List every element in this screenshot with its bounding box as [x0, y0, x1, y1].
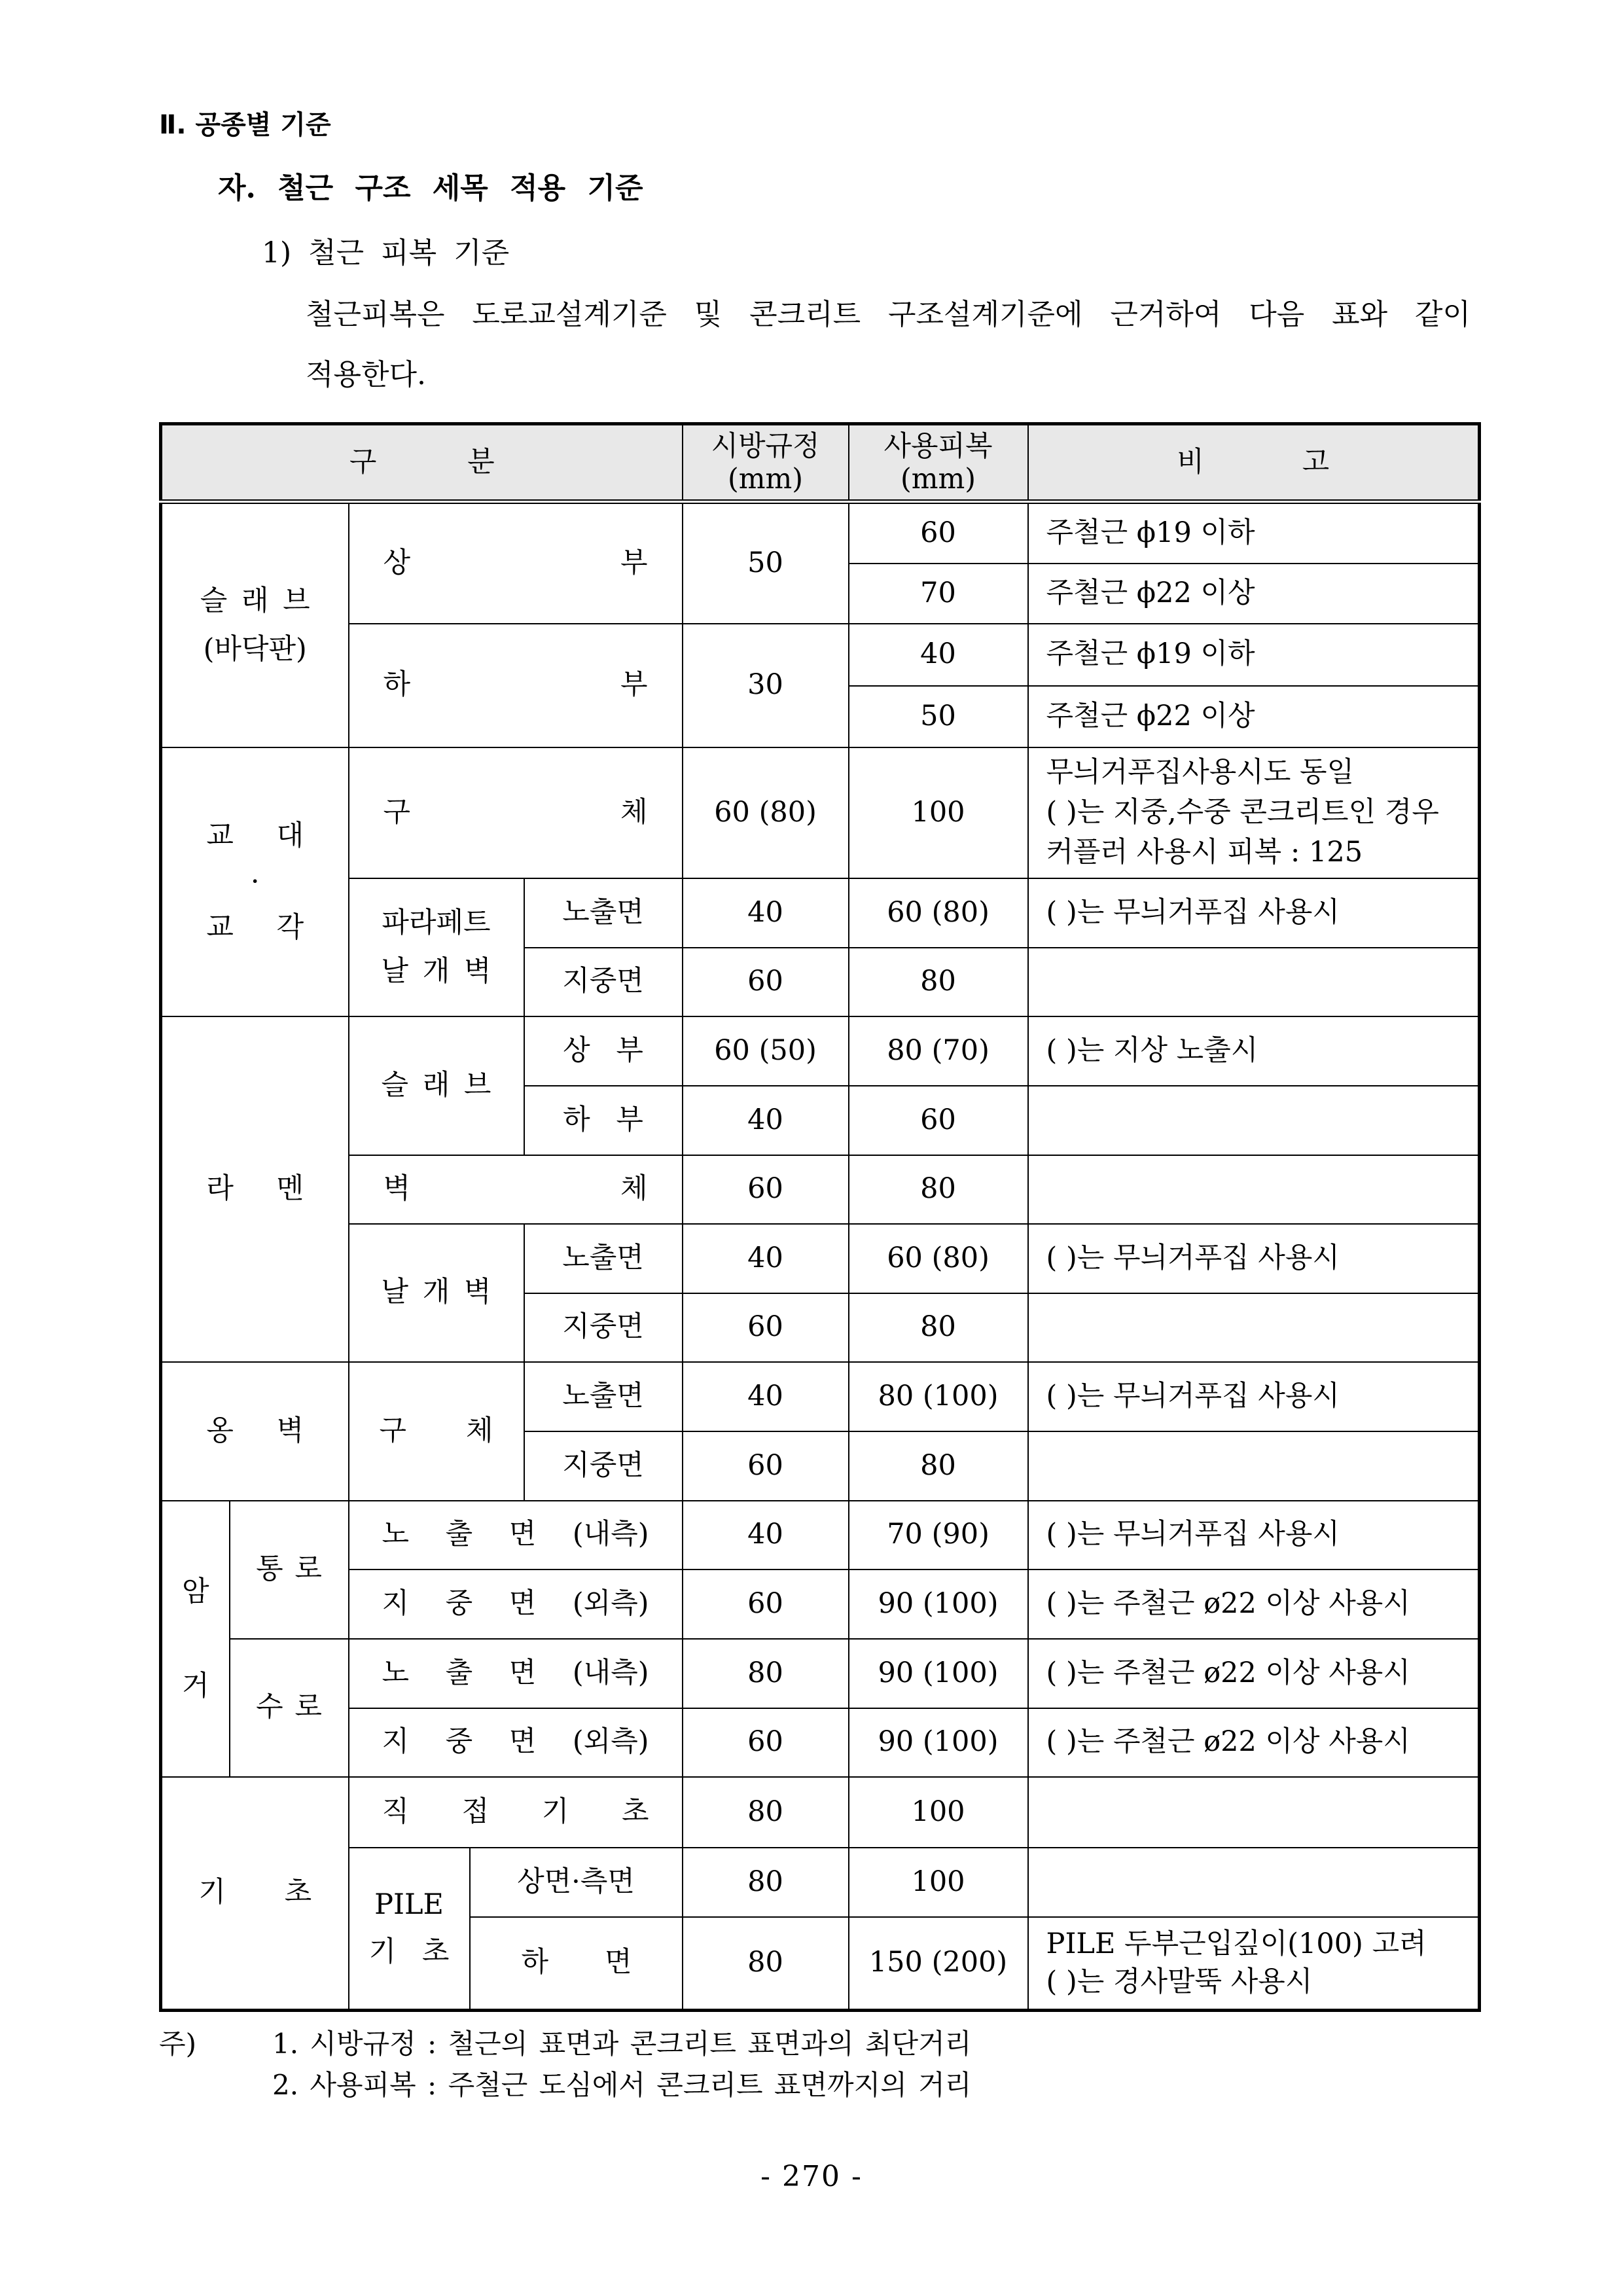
- slab-bottom-label: 하 부: [349, 624, 683, 747]
- rahmen-wall-label: 벽 체: [349, 1155, 683, 1224]
- rahmen-wing-wall-face-1: 노출면: [524, 1224, 683, 1293]
- notes-marker: 주): [159, 2028, 196, 2060]
- slab-top-label: 상 부: [349, 502, 683, 624]
- foundation-pile-face-1: 상면·측면: [470, 1848, 683, 1917]
- rahmen-wing-wall-label: 날 개 벽: [349, 1224, 524, 1362]
- rahmen-wing-wall-cover-1: 60 (80): [849, 1224, 1028, 1293]
- rahmen-wing-wall-face-2: 지중면: [524, 1293, 683, 1362]
- abutment-parapet-label-line-2: 날 개 벽: [381, 955, 491, 988]
- header-cover-line-2: (mm): [900, 462, 976, 495]
- group-abutment-line-2: ·: [250, 865, 260, 898]
- culvert-waterway-spec-1: 80: [683, 1639, 849, 1708]
- subsection-title: 자. 철근 구조 세목 적용 기준: [218, 171, 643, 205]
- rahmen-slab-cover-1: 80 (70): [849, 1016, 1028, 1086]
- paragraph-line-1: 철근피복은 도로교설계기준 및 콘크리트 구조설계기준에 근거하여 다음 표와 같이: [306, 298, 1471, 331]
- retaining-wall-spec-1: 40: [683, 1362, 849, 1431]
- abutment-body-remark-line-3: 커플러 사용시 피복 : 125: [1046, 836, 1363, 869]
- abutment-body-cover: 100: [849, 747, 1028, 878]
- foundation-pile-face-2: 하 면: [470, 1917, 683, 2011]
- culvert-passage-remark-1: ( )는 무늬거푸집 사용시: [1028, 1501, 1480, 1570]
- foundation-direct-cover: 100: [849, 1777, 1028, 1848]
- slab-top-remark-2: 주철근 ϕ22 이상: [1028, 564, 1480, 624]
- culvert-waterway-cover-1: 90 (100): [849, 1639, 1028, 1708]
- rahmen-wing-wall-spec-1: 40: [683, 1224, 849, 1293]
- rahmen-wing-wall-remark-1: ( )는 무늬거푸집 사용시: [1028, 1224, 1480, 1293]
- table-row: [161, 878, 1480, 948]
- abutment-parapet-label: [349, 878, 524, 1016]
- retaining-wall-cover-1: 80 (100): [849, 1362, 1028, 1431]
- table-row: [161, 502, 1480, 564]
- rahmen-wing-wall-remark-2-empty: [1028, 1293, 1480, 1362]
- slab-top-spec: 50: [683, 502, 849, 624]
- retaining-wall-face-1: 노출면: [524, 1362, 683, 1431]
- foundation-pile-remark-2-line-2: ( )는 경사말뚝 사용시: [1046, 1965, 1313, 1999]
- group-culvert-line-1: 암: [181, 1575, 209, 1608]
- foundation-pile-cover-2: 150 (200): [849, 1917, 1028, 2011]
- culvert-waterway-face-1: 노 출 면 (내측): [349, 1639, 683, 1708]
- culvert-waterway-spec-2: 60: [683, 1708, 849, 1777]
- foundation-pile-spec-2: 80: [683, 1917, 849, 2011]
- group-culvert: [161, 1501, 230, 1777]
- page-number: - 270 -: [760, 2160, 863, 2193]
- culvert-waterway-remark-1: ( )는 주철근 ø22 이상 사용시: [1028, 1639, 1480, 1708]
- header-category: 구 분: [161, 424, 683, 502]
- slab-top-cover-2: 70: [849, 564, 1028, 624]
- paragraph-line-2: 적용한다.: [306, 358, 427, 391]
- group-retaining-wall: 옹 벽: [161, 1362, 349, 1501]
- foundation-pile-label: [349, 1848, 470, 2011]
- group-slab-line-1: 슬 래 브: [200, 584, 310, 618]
- header-spec: [683, 424, 849, 502]
- abutment-parapet-spec-2: 60: [683, 948, 849, 1016]
- abutment-parapet-spec-1: 40: [683, 878, 849, 948]
- abutment-body-remark-line-1: 무늬거푸집사용시도 동일: [1046, 756, 1355, 789]
- slab-bottom-remark-2: 주철근 ϕ22 이상: [1028, 686, 1480, 747]
- rahmen-slab-part-2: 하 부: [524, 1086, 683, 1155]
- note-item-2: 2. 사용피복 : 주철근 도심에서 콘크리트 표면까지의 거리: [272, 2069, 972, 2101]
- table-row: [161, 1016, 1480, 1086]
- foundation-pile-label-line-1: PILE: [374, 1888, 444, 1922]
- foundation-pile-remark-2-line-1: PILE 두부근입깊이(100) 고려: [1046, 1928, 1427, 1961]
- foundation-pile-remark-1-empty: [1028, 1848, 1480, 1917]
- table-row: [161, 1848, 1480, 1917]
- group-culvert-line-2: 거: [181, 1669, 209, 1702]
- foundation-direct-remark-empty: [1028, 1777, 1480, 1848]
- header-cover-line-1: 사용피복: [883, 429, 993, 463]
- culvert-passage-remark-2: ( )는 주철근 ø22 이상 사용시: [1028, 1570, 1480, 1639]
- foundation-pile-remark-2: [1028, 1917, 1480, 2011]
- rahmen-wing-wall-cover-2: 80: [849, 1293, 1028, 1362]
- retaining-wall-cover-2: 80: [849, 1431, 1028, 1501]
- abutment-parapet-remark-1: ( )는 무늬거푸집 사용시: [1028, 878, 1480, 948]
- slab-bottom-remark-1: 주철근 ϕ19 이하: [1028, 624, 1480, 686]
- slab-top-cover-1: 60: [849, 502, 1028, 564]
- foundation-pile-label-line-2: 기 초: [368, 1935, 450, 1969]
- retaining-wall-body-label: 구 체: [349, 1362, 524, 1501]
- culvert-waterway-label: 수 로: [230, 1639, 349, 1777]
- rahmen-slab-label: 슬 래 브: [349, 1016, 524, 1155]
- abutment-parapet-face-1: 노출면: [524, 878, 683, 948]
- abutment-parapet-face-2: 지중면: [524, 948, 683, 1016]
- abutment-body-remark-line-2: ( )는 지중,수중 콘크리트인 경우: [1046, 796, 1439, 829]
- rahmen-slab-remark-2-empty: [1028, 1086, 1480, 1155]
- abutment-parapet-cover-1: 60 (80): [849, 878, 1028, 948]
- culvert-passage-face-1: 노 출 면 (내측): [349, 1501, 683, 1570]
- header-remarks: 비 고: [1028, 424, 1480, 502]
- note-item-1: 1. 시방규정 : 철근의 표면과 콘크리트 표면과의 최단거리: [272, 2028, 972, 2060]
- retaining-wall-spec-2: 60: [683, 1431, 849, 1501]
- item-title: 1) 철근 피복 기준: [262, 236, 510, 270]
- culvert-passage-label: 통 로: [230, 1501, 349, 1639]
- foundation-direct-label: 직 접 기 초: [349, 1777, 683, 1848]
- abutment-body-spec: 60 (80): [683, 747, 849, 878]
- culvert-waterway-cover-2: 90 (100): [849, 1708, 1028, 1777]
- slab-bottom-cover-2: 50: [849, 686, 1028, 747]
- rahmen-wall-spec: 60: [683, 1155, 849, 1224]
- foundation-pile-cover-1: 100: [849, 1848, 1028, 1917]
- retaining-wall-face-2: 지중면: [524, 1431, 683, 1501]
- header-spec-line-1: 시방규정: [711, 429, 820, 463]
- culvert-passage-spec-1: 40: [683, 1501, 849, 1570]
- rebar-cover-table: [159, 422, 1481, 2012]
- abutment-body-label: 구 체: [349, 747, 683, 878]
- rahmen-slab-spec-1: 60 (50): [683, 1016, 849, 1086]
- group-rahmen: 라 멘: [161, 1016, 349, 1362]
- foundation-pile-spec-1: 80: [683, 1848, 849, 1917]
- slab-bottom-cover-1: 40: [849, 624, 1028, 686]
- rahmen-wing-wall-spec-2: 60: [683, 1293, 849, 1362]
- retaining-wall-remark-2-empty: [1028, 1431, 1480, 1501]
- foundation-direct-spec: 80: [683, 1777, 849, 1848]
- table-row: [161, 1708, 1480, 1777]
- table-row: [161, 1224, 1480, 1293]
- culvert-waterway-face-2: 지 중 면 (외측): [349, 1708, 683, 1777]
- culvert-passage-face-2: 지 중 면 (외측): [349, 1570, 683, 1639]
- retaining-wall-remark-1: ( )는 무늬거푸집 사용시: [1028, 1362, 1480, 1431]
- abutment-parapet-remark-2-empty: [1028, 948, 1480, 1016]
- group-abutment-line-1: 교 대: [206, 819, 304, 852]
- culvert-waterway-remark-2: ( )는 주철근 ø22 이상 사용시: [1028, 1708, 1480, 1777]
- header-spec-line-2: (mm): [727, 462, 804, 495]
- group-abutment-line-3: 교 각: [206, 911, 304, 944]
- section-title: Ⅱ. 공종별 기준: [159, 110, 331, 140]
- table-row: [161, 1501, 1480, 1570]
- culvert-passage-spec-2: 60: [683, 1570, 849, 1639]
- culvert-passage-cover-2: 90 (100): [849, 1570, 1028, 1639]
- abutment-parapet-label-line-1: 파라페트: [382, 906, 491, 939]
- table-row: [161, 624, 1480, 686]
- rahmen-slab-spec-2: 40: [683, 1086, 849, 1155]
- abutment-body-remark: [1028, 747, 1480, 878]
- table-row: [161, 1362, 1480, 1431]
- table-row: [161, 1639, 1480, 1708]
- rahmen-slab-part-1: 상 부: [524, 1016, 683, 1086]
- rahmen-slab-remark-1: ( )는 지상 노출시: [1028, 1016, 1480, 1086]
- table-row: [161, 1155, 1480, 1224]
- table-row: [161, 1777, 1480, 1848]
- abutment-parapet-cover-2: 80: [849, 948, 1028, 1016]
- header-cover: [849, 424, 1028, 502]
- rahmen-wall-cover: 80: [849, 1155, 1028, 1224]
- group-foundation: 기 초: [161, 1777, 349, 2011]
- table-row: [161, 747, 1480, 878]
- table-header-row: [161, 424, 1480, 502]
- group-abutment: [161, 747, 349, 1016]
- slab-bottom-spec: 30: [683, 624, 849, 747]
- culvert-passage-cover-1: 70 (90): [849, 1501, 1028, 1570]
- slab-top-remark-1: 주철근 ϕ19 이하: [1028, 502, 1480, 564]
- group-slab-line-2: (바닥판): [203, 633, 307, 666]
- table-row: [161, 1570, 1480, 1639]
- rahmen-wall-remark-empty: [1028, 1155, 1480, 1224]
- rahmen-slab-cover-2: 60: [849, 1086, 1028, 1155]
- group-slab: [161, 502, 349, 747]
